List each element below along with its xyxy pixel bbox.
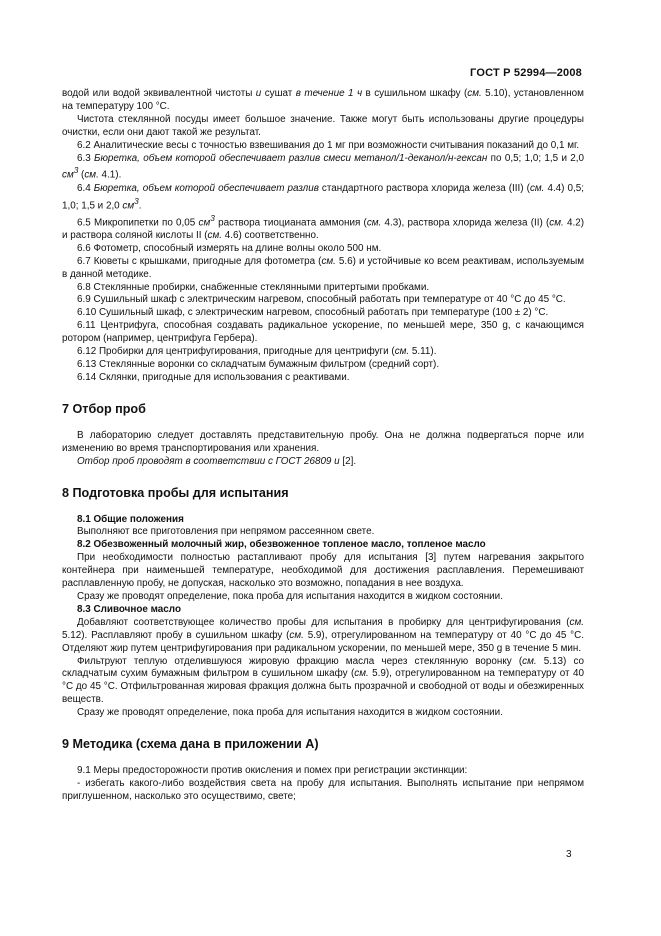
section-9-heading: 9 Методика (схема дана в приложении А) (62, 737, 319, 752)
paragraph-intro: водой или водой эквивалентной чистоты и сушат в течение 1 ч в сушильном шкафу (см. 5.10), установленном на температуру 100 °С. (62, 88, 584, 112)
section-8-heading: 8 Подготовка пробы для испытания (62, 485, 289, 500)
item-6-10: 6.10 Сушильный шкаф, с электрическим нагревом, способный работать при температуре (100 ± 2) °С. (77, 307, 549, 319)
document-header: ГОСТ Р 52994—2008 (470, 67, 582, 79)
subsection-8-3-heading: 8.3 Сливочное масло (77, 603, 181, 615)
item-6-4: 6.4 Бюретка, объем которой обеспечивает разлив стандартного раствора хлорида железа (III) (см. 4.4) 0,5; 1,0; 1,5 и 2,0 $см^3$. (62, 182, 584, 211)
subsection-8-2-heading: 8.2 Обезвоженный молочный жир, обезвоженное топленое масло, топленое масло (77, 539, 486, 551)
subsection-8-1-paragraph: Выполняют все приготовления при непрямом рассеянном свете. (77, 526, 375, 538)
item-6-7: 6.7 Кюветы с крышками, пригодные для фотометра (см. 5.6) и устойчивые ко всем реактивам, используемым в данной методике. (62, 255, 584, 280)
subsection-8-3-note: Сразу же проводят определение, пока проба для испытания находится в жидком состоянии. (77, 707, 503, 719)
subsection-8-1-heading: 8.1 Общие положения (77, 513, 184, 525)
item-9-1-bullet: - избегать какого-либо воздействия света на пробу для испытания. Выполнять испытание при непрямом приглушенном, насколько это осуществимо, свете; (62, 777, 584, 802)
subsection-8-3-filter-paragraph: Фильтруют теплую отделившуюся жировую фракцию масла через стеклянную воронку (см. 5.13) со складчатым сухим бумажным фильтром в сушильном шкафу (см. 5.9), отрегулированном на температуру от 40 °С до 45 °С. Отфильтрованная жировая фракция должна быть прозрачной и свободной от воды и обезжиренных веществ. (62, 655, 584, 706)
subsection-8-2-paragraph: При необходимости полностью растапливают пробу для испытания [3] путем нагревания закрытого контейнера при наименьшей температуре, необходимой для достижения расплавления. Перемешивают расплавленную пробу, не допуская, насколько это возможно, попадания в нее воздуха. (62, 552, 584, 590)
paragraph-glass-cleanliness: Чистота стеклянной посуды имеет большое значение. Также могут быть использованы другие процедуры очистки, если они дают такой же результат. (62, 113, 584, 138)
item-6-8: 6.8 Стеклянные пробирки, снабженные стеклянными притертыми пробками. (77, 281, 430, 293)
item-6-12: 6.12 Пробирки для центрифугирования, пригодные для центрифуги (см. 5.11). (77, 346, 437, 358)
item-6-9: 6.9 Сушильный шкаф с электрическим нагревом, способный работать при температуре от 40 °С до 45 °С. (77, 294, 566, 306)
subsection-8-2-note: Сразу же проводят определение, пока проба для испытания находится в жидком состоянии. (77, 590, 503, 602)
page-body (62, 88, 584, 804)
item-9-1: 9.1 Меры предосторожности против окисления и помех при регистрации экстинкции: (77, 765, 468, 777)
item-6-2: 6.2 Аналитические весы с точностью взвешивания до 1 мг при возможности считывания показаний до 0,1 мг. (77, 139, 580, 151)
subsection-8-3-paragraph: Добавляют соответствующее количество пробы для испытания в пробирку для центрифугирования (см. 5.12). Расплавляют пробу в сушильном шкафу (см. 5.9), отрегулированном на температуру от 40 °С до 45 °С. Отделяют жир путем центрифугирования при радикальном ускорении, по меньшей мере, 350 g в течение 5 мин. (62, 616, 584, 654)
item-6-6: 6.6 Фотометр, способный измерять на длине волны около 500 нм. (77, 242, 382, 254)
section-7-standard-reference: Отбор проб проводят в соответствии с ГОСТ 26809 и [2]. (77, 455, 357, 467)
item-6-3: 6.3 Бюретка, объем которой обеспечивает разлив смеси метанол/1-деканол/н-гексан по 0,5; 1,0; 1,5 и 2,0 $см^3$ (см. 4.1). (62, 152, 584, 181)
item-6-5: 6.5 Микропипетки по 0,05 $см^3$ раствора тиоцианата аммония (см. 4.3), раствора хлорида железа (II) (см. 4.2) и раствора соляной кислоты II (см. 4.6) соответственно. (62, 213, 584, 241)
item-6-11: 6.11 Центрифуга, способная создавать радикальное ускорение, по меньшей мере, 350 g, с качающимся ротором (например, центрифуга Гербера). (62, 320, 584, 345)
section-7-paragraph: В лабораторию следует доставлять представительную пробу. Она не должна подвергаться порче или изменению во время транспортирования или хранения. (62, 429, 584, 454)
item-6-13: 6.13 Стеклянные воронки со складчатым бумажным фильтром (средний сорт). (77, 359, 440, 371)
item-6-14: 6.14 Склянки, пригодные для использования с реактивами. (77, 371, 350, 383)
page-number: 3 (566, 849, 572, 860)
section-7-heading: 7 Отбор проб (62, 401, 146, 416)
